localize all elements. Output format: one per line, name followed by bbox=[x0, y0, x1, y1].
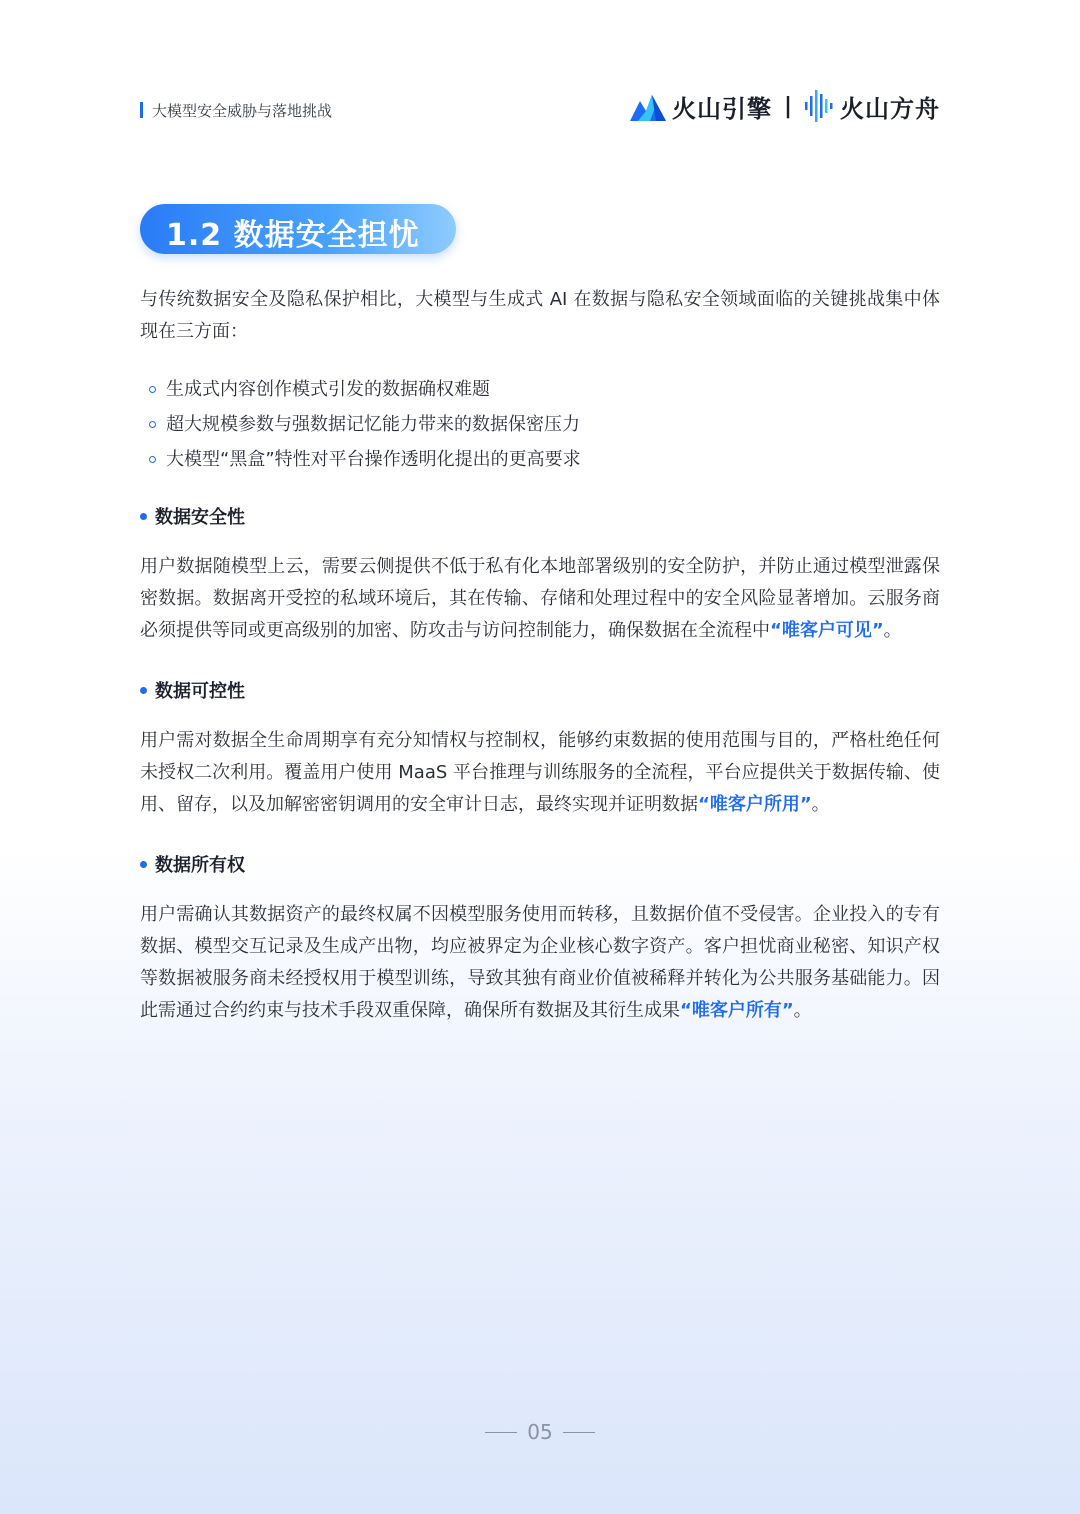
subsection-heading-text: 数据可控性 bbox=[155, 681, 245, 702]
brand-name-1: 火山引擎 bbox=[671, 94, 772, 123]
intro-paragraph: 与传统数据安全及隐私保护相比，大模型与生成式 AI 在数据与隐私安全领域面临的关键挑战集中体现在三方面： bbox=[140, 289, 940, 342]
page-number bbox=[0, 1420, 1080, 1444]
subsection-heading bbox=[140, 851, 940, 877]
subsection-heading-text: 数据安全性 bbox=[155, 507, 245, 528]
heading-dot-icon bbox=[140, 861, 147, 868]
subsection-heading bbox=[140, 503, 940, 529]
highlight-text: “唯客户所有” bbox=[680, 1000, 794, 1021]
list-item-text: 超大规模参数与强数据记忆能力带来的数据保密压力 bbox=[166, 414, 580, 435]
bullet-dot-icon bbox=[149, 421, 156, 428]
main-content bbox=[140, 284, 940, 1027]
section-title-pill bbox=[140, 204, 456, 254]
list-item bbox=[140, 407, 940, 442]
list-item-text: 大模型“黑盒”特性对平台操作透明化提出的更高要求 bbox=[166, 449, 581, 470]
divider bbox=[485, 1432, 517, 1433]
section-title: 1.2 数据安全担忧 bbox=[166, 218, 420, 253]
mountain-logo-icon bbox=[630, 91, 666, 121]
soundwave-logo-icon bbox=[804, 88, 834, 124]
brand-logos bbox=[630, 86, 940, 126]
subsection-paragraph bbox=[140, 899, 940, 1027]
list-item-text: 生成式内容创作模式引发的数据确权难题 bbox=[166, 379, 490, 400]
subsection-heading bbox=[140, 677, 940, 703]
heading-dot-icon bbox=[140, 687, 147, 694]
heading-dot-icon bbox=[140, 513, 147, 520]
header-accent-bar bbox=[140, 102, 143, 118]
paragraph-text: 用户需对数据全生命周期享有充分知情权与控制权，能够约束数据的使用范围与目的，严格杜绝任何未授权二次利用。覆盖用户使用 MaaS 平台推理与训练服务的全流程，平台应提供关于数据传输、使用、留存，以及加解密密钥调用的安全审计日志，最终实现并证明数据 bbox=[140, 730, 940, 815]
paragraph-tail: 。 bbox=[883, 620, 902, 641]
subsection-paragraph bbox=[140, 725, 940, 821]
list-item bbox=[140, 372, 940, 407]
paragraph-tail: 。 bbox=[793, 1000, 812, 1021]
highlight-text: “唯客户所用” bbox=[698, 794, 812, 815]
header-title: 大模型安全威胁与落地挑战 bbox=[152, 102, 333, 120]
subsection-heading-text: 数据所有权 bbox=[155, 855, 245, 876]
page-number-text: 05 bbox=[527, 1420, 553, 1444]
paragraph-text: 用户数据随模型上云，需要云侧提供不低于私有化本地部署级别的安全防护，并防止通过模型泄露保密数据。数据离开受控的私域环境后，其在传输、存储和处理过程中的安全风险显著增加。云服务商必须提供等同或更高级别的加密、防攻击与访问控制能力，确保数据在全流程中 bbox=[140, 556, 940, 641]
page-header bbox=[0, 0, 1080, 150]
bullet-dot-icon bbox=[149, 456, 156, 463]
challenge-list bbox=[140, 372, 940, 477]
paragraph-text: 用户需确认其数据资产的最终权属不因模型服务使用而转移，且数据价值不受侵害。企业投入的专有数据、模型交互记录及生成产出物，均应被界定为企业核心数字资产。客户担忧商业秘密、知识产权等数据被服务商未经授权用于模型训练，导致其独有商业价值被稀释并转化为公共服务基础能力。因此需通过合约约束与技术手段双重保障，确保所有数据及其衍生成果 bbox=[140, 904, 940, 1021]
brand-separator: | bbox=[783, 93, 792, 119]
bullet-dot-icon bbox=[149, 386, 156, 393]
subsection-paragraph bbox=[140, 551, 940, 647]
paragraph-tail: 。 bbox=[811, 794, 830, 815]
brand-name-2: 火山方舟 bbox=[840, 94, 940, 123]
divider bbox=[563, 1432, 595, 1433]
highlight-text: “唯客户可见” bbox=[770, 620, 884, 641]
list-item bbox=[140, 442, 940, 477]
